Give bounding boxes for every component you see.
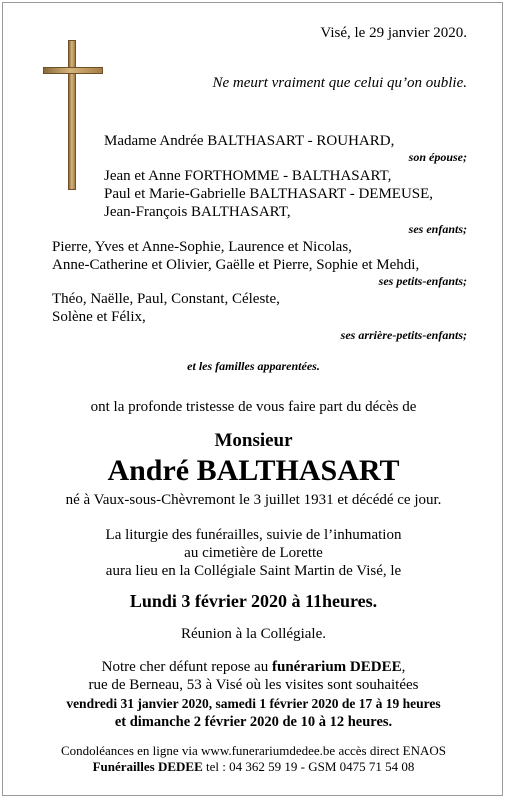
- intro-text: ont la profonde tristesse de vous faire part du décès de: [90, 399, 417, 415]
- funeral-line: au cimetière de Lorette: [184, 545, 323, 561]
- cross-icon: [43, 40, 103, 190]
- contact-line: [0, 760, 507, 773]
- condolences: Condoléances en ligne via www.funerariumdedee.be accès direct ENAOS: [60, 743, 447, 758]
- relatives: et les familles apparentées.: [187, 359, 320, 373]
- visit-hours-1: vendredi 31 janvier 2020, samedi 1 février 2020 de 17 à 19 heures: [66, 696, 441, 711]
- great-grandchild-line: Théo, Naëlle, Paul, Constant, Céleste,: [52, 291, 280, 307]
- place-date: Visé, le 29 janvier 2020.: [320, 25, 467, 41]
- funerarium-name: funérarium DEDEE: [272, 659, 402, 675]
- grandchildren-role: ses petits-enfants;: [378, 274, 467, 288]
- child-line: Paul et Marie-Gabrielle BALTHASART - DEMEUSE,: [104, 186, 434, 202]
- funeral-line: La liturgie des funérailles, suivie de l’inhumation: [105, 527, 402, 543]
- visit-prefix: Notre cher défunt repose au: [101, 659, 272, 675]
- children-role: ses enfants;: [408, 222, 467, 236]
- deceased-name: André BALTHASART: [107, 454, 400, 487]
- visit-suffix: ,: [401, 659, 406, 675]
- great-grandchildren-role: ses arrière-petits-enfants;: [340, 328, 467, 342]
- grandchild-line: Anne-Catherine et Olivier, Gaëlle et Pierre, Sophie et Mehdi,: [52, 257, 420, 273]
- grandchild-line: Pierre, Yves et Anne-Sophie, Laurence et Nicolas,: [52, 239, 352, 255]
- child-line: Jean et Anne FORTHOMME - BALTHASART,: [104, 168, 392, 184]
- visit-hours-2: et dimanche 2 février 2020 de 10 à 12 heures.: [114, 714, 393, 730]
- visit-address: rue de Berneau, 53 à Visé où les visites sont souhaitées: [88, 677, 419, 693]
- great-grandchild-line: Solène et Félix,: [52, 309, 146, 325]
- birth-info: né à Vaux-sous-Chèvremont le 3 juillet 1931 et décédé ce jour.: [65, 492, 442, 508]
- visit-line-1: [0, 660, 507, 675]
- child-line: Jean-François BALTHASART,: [104, 204, 291, 220]
- company-name: Funérailles DEDEE: [92, 759, 203, 774]
- funeral-line: aura lieu en la Collégiale Saint Martin de Visé, le: [105, 563, 402, 579]
- quote: Ne meurt vraiment que celui qu’on oublie.: [212, 75, 467, 91]
- gathering: Réunion à la Collégiale.: [181, 626, 326, 642]
- spouse-name: Madame Andrée BALTHASART - ROUHARD,: [104, 133, 395, 149]
- funeral-date: Lundi 3 février 2020 à 11heures.: [129, 591, 378, 611]
- spouse-role: son épouse;: [408, 150, 467, 164]
- contact-numbers: tel : 04 362 59 19 - GSM 0475 71 54 08: [202, 759, 415, 774]
- honorific: Monsieur: [214, 430, 293, 451]
